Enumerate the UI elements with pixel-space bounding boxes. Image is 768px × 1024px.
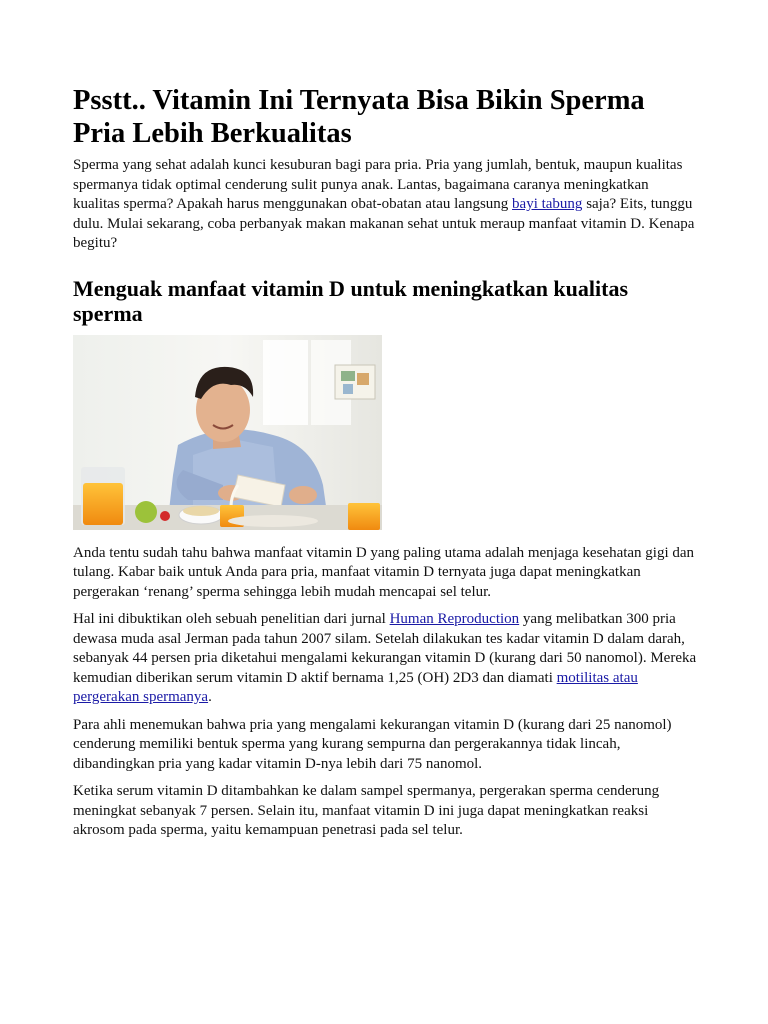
article-title: Psstt.. Vitamin Ini Ternyata Bisa Bikin Sperma Pria Lebih Berkualitas <box>73 85 645 149</box>
motilitas-link[interactable]: motilitas atau pergerakan spermanya <box>73 669 638 705</box>
article-photo <box>73 335 382 530</box>
human-reproduction-link[interactable]: Human Reproduction <box>389 611 520 627</box>
paragraph-2 <box>73 610 698 708</box>
intro-paragraph <box>73 156 698 254</box>
intro-text-end: saja? Eits, tunggu dulu. Mulai sekarang, coba perbanyak makan makanan sehat untuk meraup manfaat vitamin D. Kenapa begitu? <box>73 196 695 251</box>
paragraph-1: Anda tentu sudah tahu bahwa manfaat vitamin D yang paling utama adalah menjaga kesehatan gigi dan tulang. Kabar baik untuk Anda para pria, manfaat vitamin D ternyata juga dapat meningkatkan pergerakan ‘renang’ sperma sehingga lebih mudah mencapai sel telur. <box>73 544 695 600</box>
paragraph-3: Para ahli menemukan bahwa pria yang mengalami kekurangan vitamin D (kurang dari 25 nanomol) cenderung memiliki bentuk sperma yang kurang sempurna dan pergerakannya tidak lincah, dibandingkan pria yang kadar vitamin D-nya lebih dari 75 nanomol. <box>73 716 672 772</box>
p2-text-end: . <box>208 689 212 705</box>
intro-text-start: Sperma yang sehat adalah kunci kesuburan bagi para pria. Pria yang jumlah, bentuk, maupun kualitas spermanya tidak optimal cenderung sulit punya anak. Lantas, bagaimana caranya meningkatkan kualitas sperma? Apakah harus menggunakan obat-obatan atau langsung <box>73 157 683 212</box>
bayi-tabung-link[interactable]: bayi tabung <box>512 196 583 212</box>
paragraph-4: Ketika serum vitamin D ditambahkan ke dalam sampel spermanya, pergerakan sperma cenderung meningkat sebanyak 7 persen. Selain itu, manfaat vitamin D ini juga dapat meningkatkan reaksi akrosom pada sperma, yaitu kemampuan penetrasi pada sel telur. <box>73 783 660 838</box>
section-heading: Menguak manfaat vitamin D untuk meningkatkan kualitas sperma <box>73 275 629 326</box>
p2-text-start: Hal ini dibuktikan oleh sebuah penelitian dari jurnal <box>73 611 390 627</box>
article <box>73 84 698 849</box>
p2-text-middle: yang melibatkan 300 pria dewasa muda asal Jerman pada tahun 2007 silam. Setelah dilakukan tes kadar vitamin D dalam darah, sebanyak 44 persen pria diketahui mengalami kekurangan vitamin D (kurang dari 50 nanomol). Mereka kemudian diberikan serum vitamin D aktif bernama 1,25 (OH) 2D3 dan diamati <box>73 611 697 686</box>
